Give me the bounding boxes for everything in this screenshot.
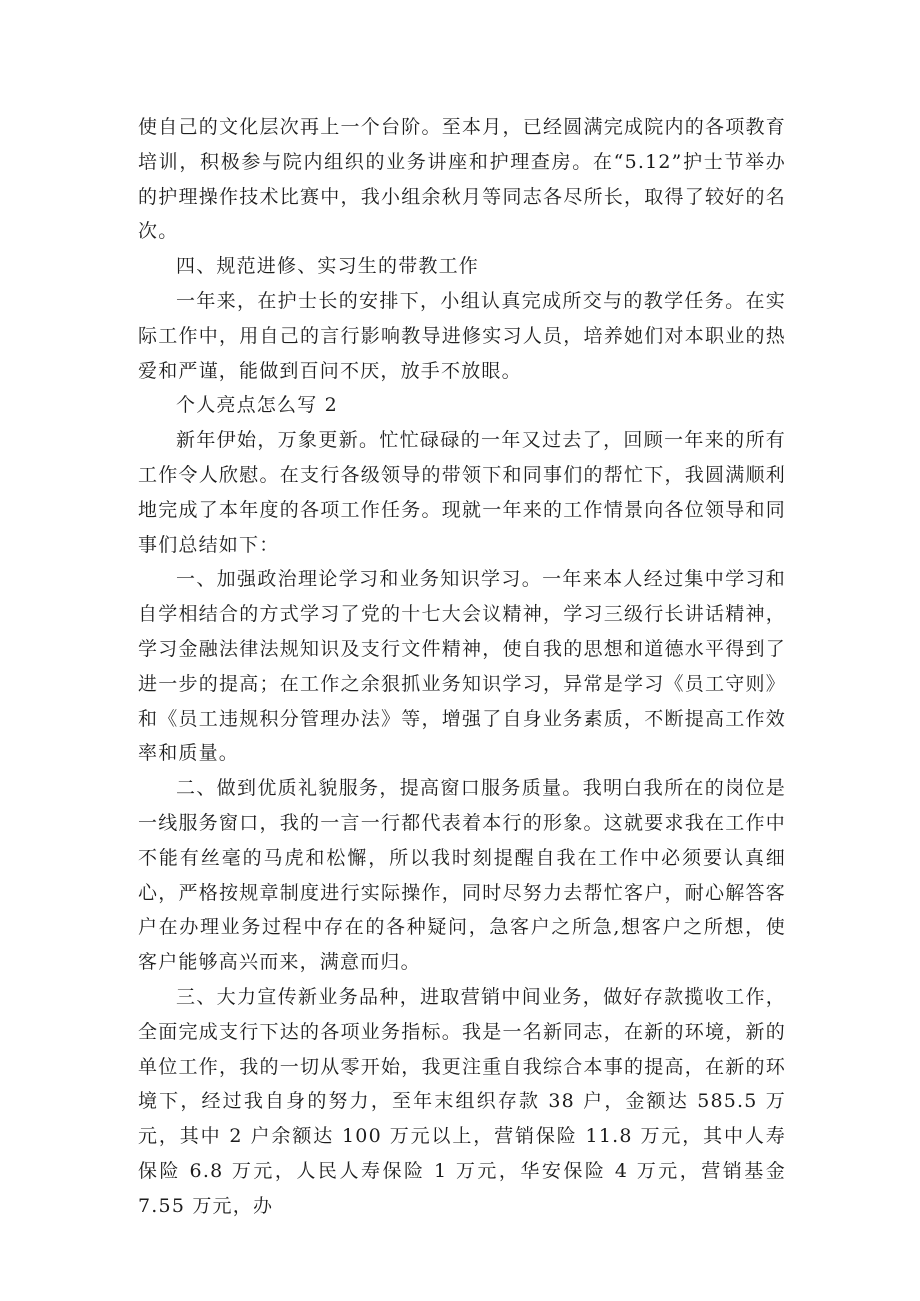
document-page [138,110,786,1224]
paragraph-intro: 新年伊始，万象更新。忙忙碌碌的一年又过去了，回顾一年来的所有工作令人欣慰。在支行各级领导的带领下和同事们的帮忙下，我圆满顺利地完成了本年度的各项工作任务。现就一年来的工作情景向各位领导和同事们总结如下： [138,429,786,556]
section-heading-teaching: 四、规范进修、实习生的带教工作 [176,255,480,278]
paragraph-teaching: 一年来，在护士长的安排下，小组认真完成所交与的教学任务。在实际工作中，用自己的言行影响教导进修实习人员，培养她们对本职业的热爱和严谨，能做到百问不厌，放手不放眼。 [138,289,786,382]
paragraph-study: 一、加强政治理论学习和业务知识学习。一年来本人经过集中学习和自学相结合的方式学习了党的十七大会议精神，学习三级行长讲话精神，学习金融法律法规知识及支行文件精神，使自我的思想和道德水平得到了进一步的提高；在工作之余狠抓业务知识学习，异常是学习《员工守则》和《员工违规积分管理办法》等，增强了自身业务素质，不断提高工作效率和质量。 [138,568,786,765]
paragraph-service: 二、做到优质礼貌服务，提高窗口服务质量。我明白我所在的岗位是一线服务窗口，我的一言一行都代表着本行的形象。这就要求我在工作中不能有丝毫的马虎和松懈，所以我时刻提醒自我在工作中必须要认真细心，严格按规章制度进行实际操作，同时尽努力去帮忙客户，耐心解答客户在办理业务过程中存在的各种疑问，急客户之所急,想客户之所想，使客户能够高兴而来，满意而归。 [138,777,786,974]
article-title-2: 个人亮点怎么写 2 [176,394,338,417]
paragraph-continuation: 使自己的文化层次再上一个台阶。至本月，已经圆满完成院内的各项教育培训，积极参与院内组织的业务讲座和护理查房。在“5.12”护士节举办的护理操作技术比赛中，我小组余秋月等同志各尽所长，取得了较好的名次。 [138,116,786,243]
paragraph-marketing: 三、大力宣传新业务品种，进取营销中间业务，做好存款揽收工作，全面完成支行下达的各项业务指标。我是一名新同志，在新的环境，新的单位工作，我的一切从零开始，我更注重自我综合本事的提高，在新的环境下，经过我自身的努力，至年末组织存款 38 户，金额达 585.5 万元，其中 2 户余额达 100 万元以上，营销保险 11.8 万元，其中人寿保险 6.8 万元，人民人寿保险 1 万元，华安保险 4 万元，营销基金 7.55 万元，办 [138,985,786,1217]
